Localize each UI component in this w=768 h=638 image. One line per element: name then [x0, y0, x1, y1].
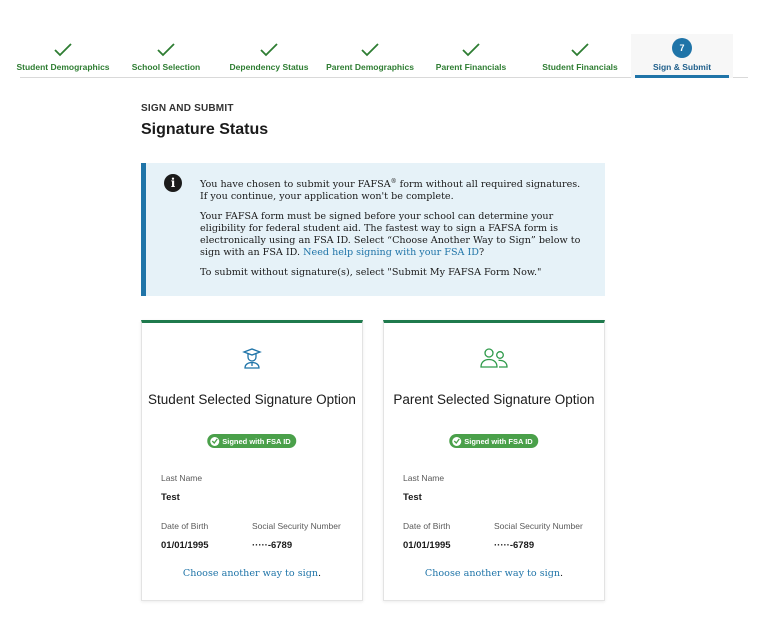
badge-label: Signed with FSA ID: [464, 436, 533, 446]
alert-text: To submit without signature(s), select "Submit My FAFSA Form Now.": [200, 267, 542, 279]
parents-icon: [384, 347, 604, 369]
dob-value: 01/01/1995: [403, 540, 451, 551]
step-label: Parent Demographics: [326, 62, 414, 72]
student-graduate-icon: [142, 347, 362, 369]
step-label: Dependency Status: [229, 62, 309, 72]
check-icon: [53, 34, 73, 58]
student-signature-card: [141, 320, 363, 601]
step-label: Student Demographics: [16, 62, 110, 72]
link-period: .: [318, 568, 322, 579]
alert-paragraph: [200, 211, 590, 259]
link-period: .: [560, 568, 564, 579]
progress-stepper: [16, 34, 748, 78]
card-title: Parent Selected Signature Option: [393, 392, 595, 407]
alert-text: ?: [479, 247, 485, 259]
ssn-value: ·····-6789: [252, 540, 293, 551]
check-icon: [461, 34, 481, 58]
dob-label: Date of Birth: [161, 521, 209, 531]
ssn-label: Social Security Number: [494, 521, 583, 531]
step-student-financials[interactable]: [542, 34, 618, 78]
step-student-demographics[interactable]: [16, 34, 110, 78]
step-label: Sign & Submit: [652, 62, 712, 72]
choose-another-way-link[interactable]: Choose another way to sign: [182, 568, 319, 579]
check-icon: [360, 34, 380, 58]
step-sign-submit[interactable]: [631, 34, 733, 78]
alert-paragraph: [200, 176, 590, 203]
ssn-value: ·····-6789: [494, 540, 535, 551]
signed-status-badge: [207, 434, 296, 448]
last-name-label: Last Name: [161, 473, 203, 483]
check-icon: [570, 34, 590, 58]
check-circle-icon: [210, 437, 219, 446]
card-title: Student Selected Signature Option: [148, 392, 356, 407]
registered-mark: ®: [390, 178, 397, 185]
step-label: Student Financials: [542, 62, 618, 72]
last-name-value: Test: [161, 492, 180, 503]
fsa-id-help-link[interactable]: Need help signing with your FSA ID: [303, 247, 479, 259]
last-name-label: Last Name: [403, 473, 445, 483]
info-icon: i: [164, 174, 182, 192]
alert-paragraph: [200, 267, 590, 279]
choose-another-way-link[interactable]: Choose another way to sign: [424, 568, 561, 579]
check-circle-icon: [452, 437, 461, 446]
alert-body: [200, 176, 590, 287]
dob-value: 01/01/1995: [161, 540, 209, 551]
check-icon: [156, 34, 176, 58]
step-label: Parent Financials: [435, 62, 507, 72]
info-alert: [141, 163, 605, 296]
dob-label: Date of Birth: [403, 521, 451, 531]
step-number-badge: 7: [672, 38, 692, 58]
alert-text: Your FAFSA form must be signed before your school can determine your eligibility for federal student aid. The fastest way to sign a FAFSA form is electronically using an FSA ID. Select “Choose Another Way to Sign” below to sign with an FSA ID.: [200, 211, 581, 259]
ssn-label: Social Security Number: [252, 521, 341, 531]
step-parent-demographics[interactable]: [324, 34, 416, 78]
link-row: [142, 568, 362, 579]
parent-signature-card: [383, 320, 605, 601]
last-name-value: Test: [403, 492, 422, 503]
active-step-underline: [635, 75, 729, 78]
step-label: School Selection: [131, 62, 201, 72]
step-dependency-status[interactable]: [229, 34, 309, 78]
step-parent-financials[interactable]: [435, 34, 507, 78]
badge-label: Signed with FSA ID: [222, 436, 291, 446]
link-row: [384, 568, 604, 579]
signed-status-badge: [449, 434, 538, 448]
check-icon: [259, 34, 279, 58]
step-school-selection[interactable]: [129, 34, 203, 78]
alert-text: You have chosen to submit your FAFSA: [200, 179, 391, 191]
section-label: SIGN AND SUBMIT: [141, 103, 234, 114]
page-title: Signature Status: [141, 121, 269, 138]
alert-text: form without all required signatures. If you continue, your application won't be complete.: [200, 179, 581, 203]
